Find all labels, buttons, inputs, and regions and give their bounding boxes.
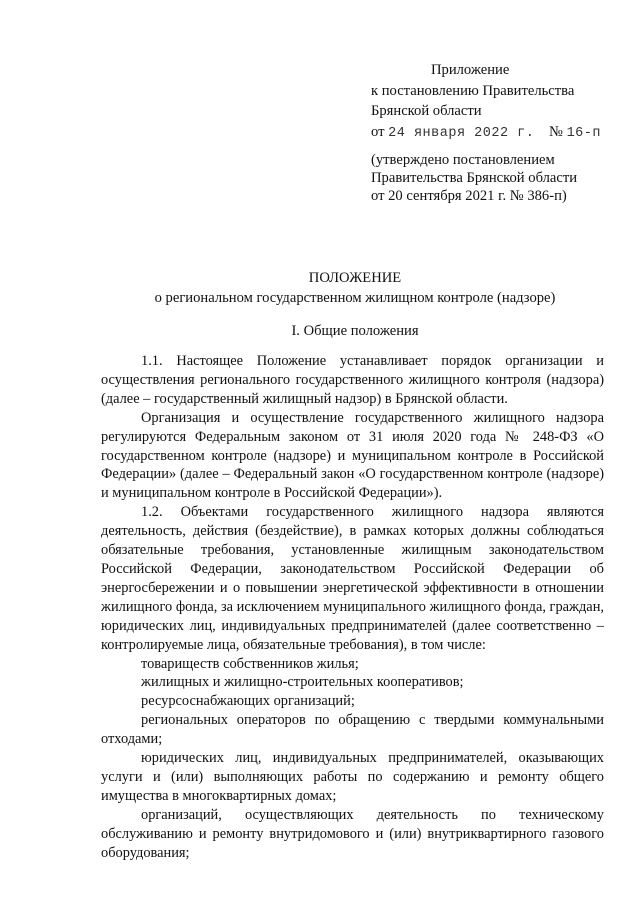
appendix-line: Брянской области	[371, 103, 482, 120]
paragraph: Организация и осуществление государственного жилищного надзора регулируются Федеральным законом от 31 июля 2020 года № 248-ФЗ «О государственном контроле (надзоре) и муниципальном контроле в Российской Федерации» (далее – Федеральный закон «О государственном контроле (надзоре) и муниципальном контроле в Российской Федерации»).	[101, 409, 604, 502]
date-stamp: 24 января 2022 г.	[388, 125, 535, 141]
appendix-line: к постановлению Правительства	[371, 82, 575, 99]
document-title	[0, 268, 640, 309]
appendix-block	[371, 60, 621, 144]
approved-line: Правительства Брянской области	[371, 170, 578, 187]
paragraph: 1.1. Настоящее Положение устанавливает порядок организации и осуществления регионального государственного жилищного контроля (надзора) (далее – государственный жилищный надзор) в Брянской области.	[101, 353, 604, 407]
approved-line: от 20 сентября 2021 г. № 386-п)	[371, 188, 567, 205]
list-item: юридических лиц, индивидуальных предпринимателей, оказывающих услуги и (или) выполняющих работы по содержанию и ремонту общего имущества в многоквартирных домах;	[101, 750, 604, 804]
section-heading: I. Общие положения	[291, 323, 419, 339]
list-item: товариществ собственников жилья;	[141, 655, 359, 672]
paragraph: 1.2. Объектами государственного жилищного надзора являются деятельность, действия (бездействие), в рамках которых должны соблюдаться обязательные требования, установленные жилищным законодательством Российской Федерации, законодательством Российской Федерации об энергосбережении и о повышении энергетической эффективности в отношении жилищного фонда, за исключением муниципального жилищного фонда, граждан, юридических лиц, индивидуальных предпринимателей (далее соответственно – контролируемые лица, обязательные требования), в том числе:	[101, 504, 604, 653]
approved-line: (утверждено постановлением	[371, 152, 555, 168]
list-item: региональных операторов по обращению с твердыми коммунальными отходами;	[101, 712, 604, 748]
number-prefix: №	[548, 123, 563, 140]
number-stamp: 16-п	[566, 125, 601, 141]
document-body	[101, 352, 604, 862]
approved-note	[371, 151, 621, 206]
list-item: жилищных и жилищно-строительных кооперативов;	[141, 674, 464, 691]
list-item: ресурсоснабжающих организаций;	[141, 693, 355, 710]
list-item: организаций, осуществляющих деятельность по техническому обслуживанию и ремонту внутридомового и (или) внутриквартирного газового оборудования;	[101, 806, 604, 861]
date-prefix: от	[371, 123, 385, 140]
appendix-date-line	[371, 122, 621, 145]
appendix-line: Приложение	[431, 62, 510, 78]
title-main: ПОЛОЖЕНИЕ	[308, 270, 402, 286]
title-sub: о региональном государственном жилищном контроле (надзоре)	[154, 290, 556, 307]
